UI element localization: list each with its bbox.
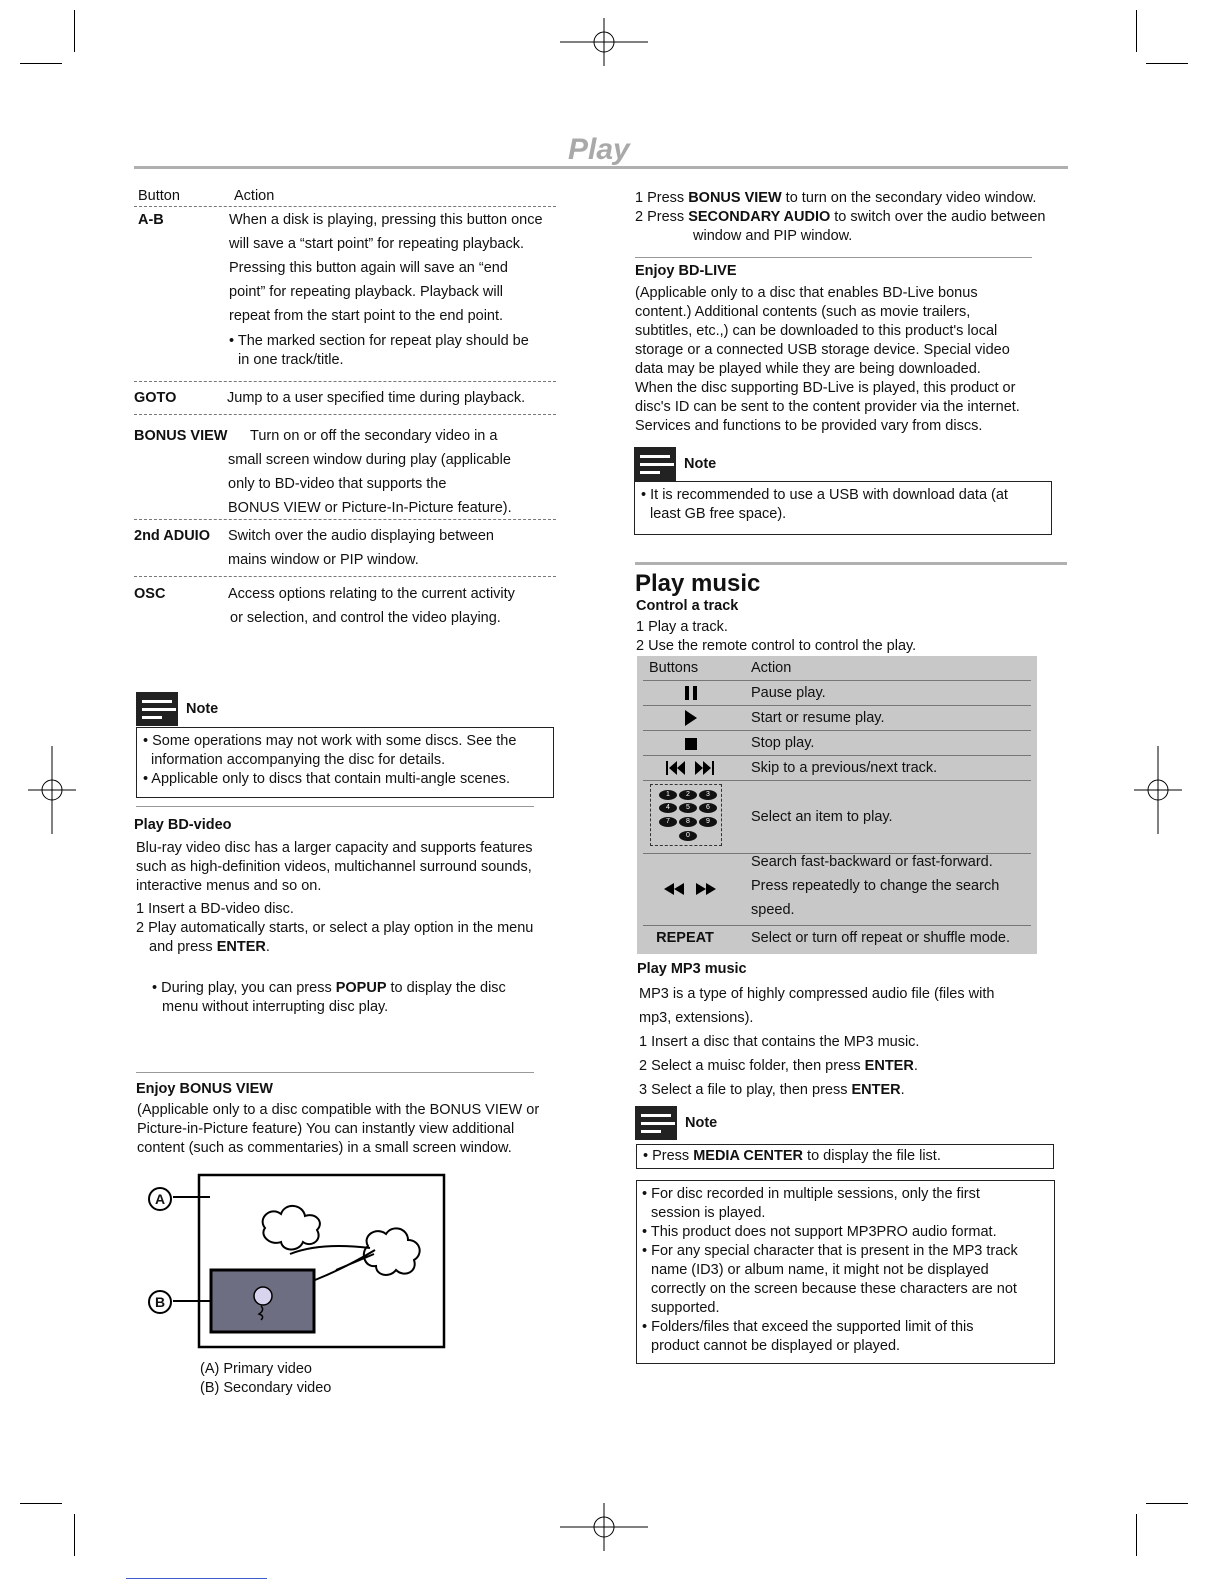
marker-b: B [148, 1290, 172, 1314]
text: to display the disc [386, 980, 506, 996]
key-enter: ENTER [864, 1058, 914, 1074]
table-row [643, 681, 1031, 706]
table-header-button: Button [138, 188, 180, 204]
text: . [913, 1058, 918, 1074]
footer-line [126, 1578, 267, 1579]
note-item: • It is recommended to use a USB with download data (at [641, 487, 1008, 503]
registration-mark-left [28, 746, 76, 834]
key-enter: ENTER [216, 939, 266, 955]
text: • During play, you can press [152, 980, 336, 996]
bonus-step2-cont: window and PIP window. [693, 228, 853, 244]
row-osc-desc [228, 582, 515, 630]
text-line: data may be played while they are being downloaded. [635, 361, 981, 377]
text: to switch over the audio between [830, 209, 1046, 225]
bonus-view-para [137, 1101, 539, 1158]
text: • Press [643, 1148, 694, 1164]
bd-video-step1: 1 Insert a BD-video disc. [136, 901, 294, 917]
table-row [643, 926, 1031, 950]
mp3-para [639, 982, 994, 1102]
divider [134, 576, 556, 577]
note-label: Note [684, 456, 717, 472]
play-icon [649, 710, 733, 730]
row-2nd-audio-desc [228, 524, 494, 572]
repeat-key: REPEAT [656, 930, 714, 946]
note-item: least GB free space). [650, 506, 787, 522]
key-icon: 3 [699, 790, 717, 800]
table-row [643, 731, 1031, 756]
key-2nd-audio: 2nd ADUIO [134, 528, 210, 544]
text: . [900, 1082, 905, 1098]
action-search [751, 850, 999, 922]
key-popup: POPUP [335, 980, 387, 996]
text-line: 1 Insert a disc that contains the MP3 music. [639, 1034, 920, 1050]
bd-video-tip [152, 979, 506, 998]
text-line: only to BD-video that supports the [228, 476, 447, 492]
note-item: correctly on the screen because these characters are not [651, 1281, 1017, 1297]
text-line: subtitles, etc.,) can be downloaded to this product's local [635, 323, 998, 339]
action-skip: Skip to a previous/next track. [751, 760, 938, 776]
row-goto-desc: Jump to a user specified time during playback. [227, 390, 526, 406]
title-rule [134, 166, 1068, 169]
note-item: • This product does not support MP3PRO audio format. [642, 1224, 997, 1240]
crop-mark [1136, 1514, 1137, 1556]
note-icon [634, 447, 676, 481]
bd-video-para [136, 839, 533, 896]
text-line: When a disk is playing, pressing this button once [229, 212, 543, 228]
key-icon: 4 [659, 803, 677, 813]
text-line: Blu-ray video disc has a larger capacity and supports features [136, 840, 533, 856]
text: 2 Press [635, 209, 689, 225]
key-icon: 8 [679, 817, 697, 827]
music-step1: 1 Play a track. [636, 619, 728, 635]
text: 2 Select a muisc folder, then press [639, 1058, 865, 1074]
text-line: repeat from the start point to the end point. [229, 308, 504, 324]
text-line: MP3 is a type of highly compressed audio file (files with [639, 986, 995, 1002]
text-line [639, 1078, 994, 1102]
action-start: Start or resume play. [751, 710, 885, 726]
note-item: information accompanying the disc for details. [151, 752, 446, 768]
text-line: disc's ID can be sent to the content provider via the internet. [635, 399, 1020, 415]
text-line: content (such as commentaries) in a small screen window. [137, 1140, 512, 1156]
note-item: name (ID3) or album name, it might not be displayed [651, 1262, 989, 1278]
note-item: • For disc recorded in multiple sessions, only the first [642, 1186, 980, 1202]
row-bonus-desc [228, 448, 512, 520]
control-track-heading: Control a track [636, 598, 739, 614]
caption-a: (A) Primary video [200, 1361, 312, 1377]
key-enter: ENTER [851, 1082, 901, 1098]
crop-mark [1146, 1503, 1188, 1504]
table-row [643, 756, 1031, 781]
text-line: Services and functions to be provided vary from discs. [635, 418, 983, 434]
bonus-step2 [635, 208, 1045, 227]
text: to turn on the secondary video window. [781, 190, 1037, 206]
text-line: • The marked section for repeat play should be [229, 333, 529, 349]
divider [134, 381, 556, 382]
crop-mark [74, 10, 75, 52]
marker-a: A [148, 1187, 172, 1211]
pause-icon [649, 685, 733, 705]
bd-live-para [635, 284, 1020, 436]
registration-mark-top [560, 18, 648, 66]
text-line: When the disc supporting BD-Live is played, this product or [635, 380, 1016, 396]
bd-video-heading: Play BD-video [134, 817, 232, 833]
bonus-step1 [635, 189, 1036, 208]
note-item: • For any special character that is present in the MP3 track [642, 1243, 1018, 1259]
note-icon [136, 692, 178, 726]
text-line: small screen window during play (applicable [228, 452, 511, 468]
text: . [265, 939, 270, 955]
text: 1 Press [635, 190, 689, 206]
note-item: • Some operations may not work with some discs. See the [143, 733, 517, 749]
key-icon: 9 [699, 817, 717, 827]
key-icon: 1 [659, 790, 677, 800]
note-item: supported. [651, 1300, 720, 1316]
divider [136, 806, 534, 807]
key-icon: 2 [679, 790, 697, 800]
divider [635, 257, 1032, 258]
row-bonus-desc-1: Turn on or off the secondary video in a [250, 428, 498, 444]
header-buttons: Buttons [649, 660, 699, 676]
key-goto: GOTO [134, 390, 177, 406]
bd-live-heading: Enjoy BD-LIVE [635, 263, 737, 279]
text-line: BONUS VIEW or Picture-In-Picture feature). [228, 500, 512, 516]
key-bonus-view: BONUS VIEW [134, 428, 228, 444]
page-title: Play [568, 133, 630, 166]
text: and press [149, 939, 217, 955]
note-item: session is played. [651, 1205, 766, 1221]
divider [134, 519, 556, 520]
bonus-view-heading: Enjoy BONUS VIEW [136, 1081, 273, 1097]
bd-video-step2: 2 Play automatically starts, or select a play option in the menu [136, 920, 534, 936]
text-line: storage or a connected USB storage device. Special video [635, 342, 1010, 358]
key-secondary-audio: SECONDARY AUDIO [688, 209, 831, 225]
divider [134, 206, 556, 207]
text-line: Press repeatedly to change the search [751, 878, 1000, 894]
text-line: (Applicable only to a disc compatible with the BONUS VIEW or [137, 1102, 540, 1118]
crop-mark [20, 63, 62, 64]
section-rule [635, 562, 1067, 565]
key-a-b: A-B [138, 212, 164, 228]
text-line: content.) Additional contents (such as movie trailers, [635, 304, 971, 320]
pip-illustration [140, 1170, 450, 1352]
crop-mark [1136, 10, 1137, 52]
text: 3 Select a file to play, then press [639, 1082, 852, 1098]
play-music-heading: Play music [635, 570, 761, 597]
action-pause: Pause play. [751, 685, 826, 701]
text-line: point” for repeating playback. Playback will [229, 284, 504, 300]
table-row [643, 854, 1031, 926]
crop-mark [20, 1503, 62, 1504]
table-header-action: Action [234, 188, 275, 204]
text-line: in one track/title. [238, 352, 344, 368]
stop-icon [649, 737, 733, 755]
caption-b: (B) Secondary video [200, 1380, 332, 1396]
skip-prev-next-icon [649, 760, 733, 780]
row-a-b-desc [229, 208, 543, 328]
mp3-heading: Play MP3 music [637, 961, 747, 977]
key-media-center: MEDIA CENTER [693, 1148, 804, 1164]
music-step2: 2 Use the remote control to control the play. [636, 638, 917, 654]
row-a-b-bullet [229, 332, 529, 370]
note-label: Note [685, 1115, 718, 1131]
table-row [643, 706, 1031, 731]
key-icon: 0 [679, 831, 697, 841]
text-line: interactive menus and so on. [136, 878, 322, 894]
note-item: product cannot be displayed or played. [651, 1338, 901, 1354]
crop-mark [1146, 63, 1188, 64]
text-line: Switch over the audio displaying between [228, 528, 494, 544]
action-select: Select an item to play. [751, 809, 893, 825]
text-line [639, 1054, 994, 1078]
action-stop: Stop play. [751, 735, 815, 751]
mp3-info-box [636, 1180, 1055, 1364]
text: to display the file list. [803, 1148, 941, 1164]
text-line: such as high-definition videos, multichannel surround sounds, [136, 859, 532, 875]
bd-video-step2-cont [149, 938, 270, 957]
note-item: • Applicable only to discs that contain multi-angle scenes. [143, 771, 510, 787]
text-line: mains window or PIP window. [228, 552, 419, 568]
text-line: mp3, extensions). [639, 1010, 754, 1026]
header-action: Action [751, 660, 792, 676]
bd-video-tip-cont: menu without interrupting disc play. [162, 999, 389, 1015]
text-line: or selection, and control the video playing. [230, 610, 501, 626]
text-line: Access options relating to the current activity [228, 586, 515, 602]
crop-mark [74, 1514, 75, 1556]
note-label: Note [186, 701, 219, 717]
table-row [643, 656, 1031, 681]
text-line: Picture-in-Picture feature) You can instantly view additional [137, 1121, 515, 1137]
key-icon: 5 [679, 803, 697, 813]
note-item: • Folders/files that exceed the supported limit of this [642, 1319, 974, 1335]
note-box [136, 727, 554, 798]
action-repeat: Select or turn off repeat or shuffle mode. [751, 930, 1011, 946]
registration-mark-right [1134, 746, 1182, 834]
key-osc: OSC [134, 586, 166, 602]
text-line: Pressing this button again will save an “end [229, 260, 508, 276]
key-icon: 6 [699, 803, 717, 813]
registration-mark-bottom [560, 1503, 648, 1551]
text-line: speed. [751, 902, 795, 918]
note-header [635, 1106, 717, 1140]
key-icon: 7 [659, 817, 677, 827]
note-box [634, 481, 1052, 535]
numeric-keypad-icon [650, 784, 722, 846]
note-header [136, 692, 218, 726]
key-bonus-view: BONUS VIEW [688, 190, 782, 206]
note-icon [635, 1106, 677, 1140]
note-header [634, 447, 716, 481]
text-line: Search fast-backward or fast-forward. [751, 854, 993, 870]
divider [134, 414, 556, 415]
note-box [636, 1144, 1054, 1169]
text-line: will save a “start point” for repeating playback. [229, 236, 524, 252]
text-line: (Applicable only to a disc that enables BD-Live bonus [635, 285, 978, 301]
divider [136, 1072, 534, 1073]
search-fast-icon [649, 882, 733, 900]
